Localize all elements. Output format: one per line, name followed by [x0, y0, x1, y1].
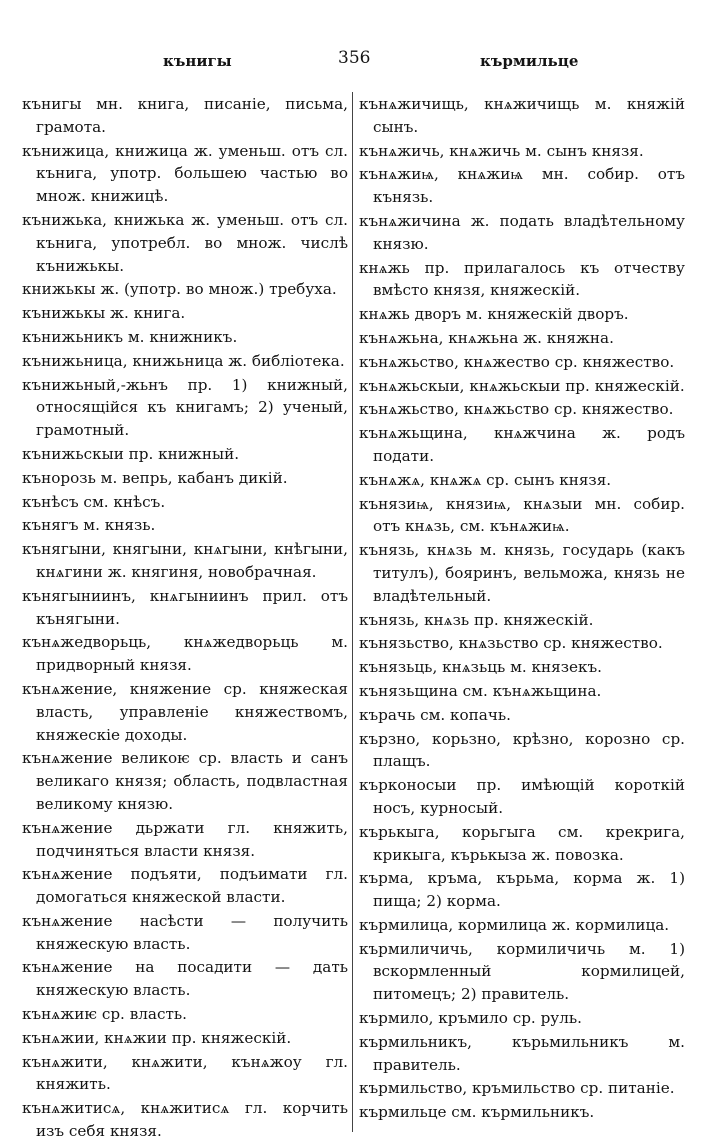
- column-divider: [352, 92, 353, 1132]
- dictionary-entry: кънѧжение, княжение ср. княжеская власть, управленіе княжествомъ, княжескіе доходы.: [22, 679, 348, 744]
- dictionary-entry: кънѧжичь, кнѧжичь м. сынъ князя.: [359, 141, 644, 160]
- dictionary-entry: кънорозь м. вепрь, кабанъ дикій.: [22, 468, 288, 487]
- right-column: [359, 93, 685, 1125]
- dictionary-entry: кънягъ м. князь.: [22, 516, 156, 535]
- dictionary-entry: кънязь, кнѧзь пр. княжескій.: [359, 610, 594, 629]
- dictionary-entry: кънижьскыи пр. книжный.: [22, 444, 240, 463]
- dictionary-entry: кънижица, книжица ж. уменьш. отъ сл. кънига, употр. большею частью во множ. книжицѣ.: [22, 141, 348, 206]
- dictionary-entry: кънижька, книжька ж. уменьш. отъ сл. кънига, употребл. во множ. числѣ кънижькы.: [22, 210, 348, 275]
- dictionary-entry: кънѧжии, кнѧжии пр. княжескій.: [22, 1028, 292, 1047]
- dictionary-entry: кънѧжьна, кнѧжьна ж. княжна.: [359, 328, 614, 347]
- dictionary-entry: кърмило, кръмило ср. руль.: [359, 1009, 582, 1028]
- dictionary-entry: кърмильникъ, кърьмильникъ м. правитель.: [359, 1032, 685, 1074]
- left-column: [22, 93, 348, 1144]
- dictionary-entry: книжькы ж. (употр. во множ.) требуха.: [22, 280, 337, 299]
- dictionary-entry: кънѧжиѥ ср. власть.: [22, 1005, 187, 1024]
- dictionary-entry: кънѧжичищь, кнѧжичищь м. княжій сынъ.: [359, 95, 685, 136]
- dictionary-entry: кънижьный,-жьнъ пр. 1) книжный, относящійся къ книгамъ; 2) ученый, грамотный.: [22, 375, 348, 440]
- dictionary-entry: кънижьникъ м. книжникъ.: [22, 327, 238, 346]
- dictionary-entry: кънѧжѧ, кнѧжѧ ср. сынъ князя.: [359, 470, 612, 489]
- dictionary-entry: кърконосыи пр. имѣющій короткій носъ, курносый.: [359, 776, 685, 817]
- dictionary-entry: кърмилица, кормилица ж. кормилица.: [359, 915, 670, 934]
- dictionary-entry: кънязь, кнѧзь м. князь, государь (какъ титулъ), бояринъ, вельможа, князь не владѣтельный.: [359, 541, 685, 605]
- dictionary-entry: кънѣсъ см. кнѣсъ.: [22, 492, 166, 511]
- dictionary-entry: кънѧжение на посадити — дать княжескую власть.: [22, 958, 348, 1000]
- dictionary-entry: кънягыни, княгыни, кнѧгыни, кнѣгыни, кнѧгини ж. княгиня, новобрачная.: [22, 540, 348, 581]
- dictionary-entry: кънягыниинъ, кнѧгыниинъ прил. отъ кънягыни.: [22, 586, 348, 628]
- dictionary-entry: кънѧжение дьржати гл. княжить, подчиняться власти князя.: [22, 818, 348, 860]
- dictionary-entry: кърькыга, корьгыга см. крекрига, крикыга, кърькыза ж. повозка.: [359, 822, 685, 864]
- dictionary-entry: кънѧжьство, кнѧжество ср. княжество.: [359, 352, 675, 371]
- dictionary-entry: кърмильство, кръмильство ср. питаніе.: [359, 1079, 675, 1098]
- running-head-right: кърмильце: [480, 52, 579, 70]
- dictionary-entry: кнѧжь дворъ м. княжескій дворъ.: [359, 305, 629, 324]
- page-number: 356: [338, 48, 371, 68]
- dictionary-entry: кънѧжитисѧ, кнѧжитисѧ гл. корчить изъ себя князя.: [22, 1099, 348, 1141]
- dictionary-entry: кънязьщина см. кънѧжьщина.: [359, 681, 602, 700]
- dictionary-entry: кънѧжение великоѥ ср. власть и санъ великаго князя; область, подвластная великому князю.: [22, 749, 348, 813]
- dictionary-entry: кънѧжедворьць, кнѧжедворьць м. придворный князя.: [22, 633, 348, 675]
- dictionary-entry: кънязьць, кнѧзьць м. князекъ.: [359, 658, 603, 677]
- dictionary-entry: кънѧжение подъяти, подъимати гл. домогаться княжеской власти.: [22, 865, 348, 907]
- running-head-left: кънигы: [163, 52, 232, 70]
- dictionary-entry: кънижькы ж. книга.: [22, 304, 186, 323]
- dictionary-entry: кънѧжение насѣсти — получить княжескую власть.: [22, 911, 348, 953]
- dictionary-entry: кнѧжь пр. прилагалось къ отчеству вмѣсто князя, княжескій.: [359, 258, 685, 300]
- dictionary-entry: кънѧжичина ж. подать владѣтельному князю.: [359, 211, 685, 253]
- dictionary-entry: кързно, корьзно, крѣзно, корозно ср. плащъ.: [359, 729, 685, 771]
- dictionary-entry: кънѧжиѩ, кнѧжиѩ мн. собир. отъ кънязь.: [359, 165, 685, 207]
- dictionary-entry: кънѧжьскыи, кнѧжьскыи пр. княжескій.: [359, 376, 685, 395]
- dictionary-entry: кънязьство, кнѧзьство ср. княжество.: [359, 634, 663, 653]
- dictionary-entry: кънѧжити, кнѧжити, кънѧжоу гл. княжить.: [22, 1052, 348, 1094]
- dictionary-entry: кънѧжьство, кнѧжьство ср. княжество.: [359, 400, 674, 419]
- dictionary-entry: кърачь см. копачь.: [359, 705, 511, 724]
- dictionary-entry: кънижьница, книжьница ж. библіотека.: [22, 351, 345, 370]
- dictionary-entry: кънязиѩ, князиѩ, кнѧзыи мн. собир. отъ кнѧзь, см. кънѧжиѩ.: [359, 494, 685, 536]
- dictionary-entry: кънигы мн. книга, писаніе, письма, грамота.: [22, 95, 348, 136]
- dictionary-entry: кънѧжьщина, кнѧжчина ж. родъ подати.: [359, 424, 685, 465]
- dictionary-entry: кърмильце см. кърмильникъ.: [359, 1103, 595, 1122]
- dictionary-entry: кърма, кръма, кърьма, корма ж. 1) пища; 2) корма.: [359, 869, 685, 911]
- dictionary-entry: кърмиличичь, кормиличичь м. 1) вскормленный кормилицей, питомецъ; 2) правитель.: [359, 939, 685, 1004]
